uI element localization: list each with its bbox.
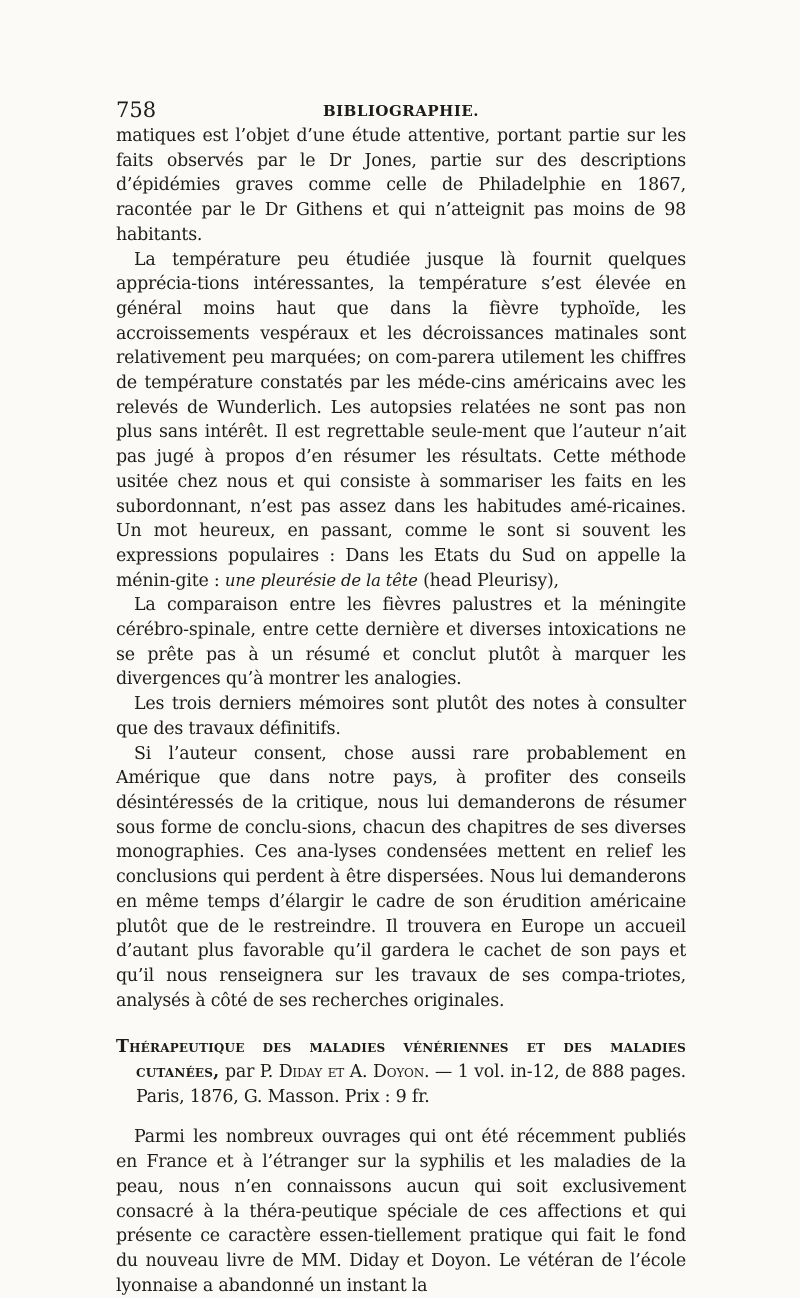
citation-publisher: G. Masson. Prix : 9 fr. xyxy=(243,1086,430,1107)
citation-title: Thérapeutique des maladies vénériennes et des maladies cutanées, xyxy=(116,1037,686,1083)
italic-phrase: une pleurésie de la tête xyxy=(224,570,418,590)
page-number: 758 xyxy=(116,98,157,122)
running-head xyxy=(116,98,686,126)
citation-and: et xyxy=(327,1062,345,1083)
running-title: BIBLIOGRAPHIE. xyxy=(322,102,480,120)
body-text xyxy=(116,124,686,1298)
paragraph-continuation: matiques est l’objet d’une étude attentive, portant partie sur les faits observés par le Dr Jones, partie sur des descriptions d’épidémies graves comme celle de Philadelphie en 1867, racontée par le Dr Githens et qui n’atteignit pas moins de 98 habitants. xyxy=(116,126,686,245)
paragraph-temperature-text: La température peu étudiée jusque là fournit quelques apprécia-tions intéressantes, la température s’est élevée en général moins haut que dans la fièvre typhoïde, les accroissements vespéraux et les décroissances matinales sont relativement peu marquées; on com-parera utilement les chiffres de température constatés par les méde-cins américains avec les relevés de Wunderlich. Les autopsies relatées ne sont pas non plus sans intérêt. Il est regrettable seule-ment que l’auteur n’ait pas jugé à propos d’en résumer les résultats. Cette méthode usitée chez nous et qui consiste à sommariser les faits en les subordonnant, n’est pas assez dans les habitudes amé-ricaines. Un mot heureux, en passant, comme le sont si souvent les expressions populaires : Dans les Etats du Sud on appelle la ménin-gite : xyxy=(116,249,686,591)
citation-details: — 1 vol. in-12, de 888 pages. Paris, 1876, xyxy=(136,1062,687,1107)
citation-author-2: A. Doyon. xyxy=(349,1062,430,1083)
citation-author-1: P. Diday xyxy=(259,1062,323,1083)
paragraph-memoirs: Les trois derniers mémoires sont plutôt des notes à consulter que des travaux définitifs. xyxy=(116,694,686,739)
paragraph-review: Parmi les nombreux ouvrages qui ont été récemment publiés en France et à l’étranger sur la syphilis et les maladies de la peau, nous n’en connaissons aucun qui soit exclusivement consacré à la théra-peutique spéciale de ces affections et qui présente ce caractère essen-tiellement pratique qui fait le fond du nouveau livre de MM. Diday et Doyon. Le vétéran de l’école lyonnaise a abandonné un instant la xyxy=(116,1127,686,1296)
paragraph-temperature xyxy=(116,248,686,594)
paragraph-author-advice: Si l’auteur consent, chose aussi rare probablement en Amérique que dans notre pays, à profiter des conseils désintéressés de la critique, nous lui demanderons de résumer sous forme de conclu-sions, chacun des chapitres de ses diverses monographies. Ces ana-lyses condensées mettent en relief les conclusions qui perdent à être dispersées. Nous lui demanderons en même temps d’élargir le cadre de son érudition américaine plutôt que de le restreindre. Il trouvera en Europe un accueil d’autant plus favorable qu’il gardera le cachet de son pays et qu’il nous renseignera sur les travaux de ses compa-triotes, analysés à côté de ses recherches originales. xyxy=(116,743,686,1011)
book-citation xyxy=(116,1035,686,1109)
citation-by: par xyxy=(224,1062,255,1083)
head-pleurisy: (head Pleurisy), xyxy=(423,570,559,591)
paragraph-comparison: La comparaison entre les fièvres palustres et la méningite cérébro-spinale, entre cette dernière et diverses intoxications ne se prête pas à un résumé et conclut plutôt à marquer les divergences qu’à montrer les analogies. xyxy=(116,595,686,690)
